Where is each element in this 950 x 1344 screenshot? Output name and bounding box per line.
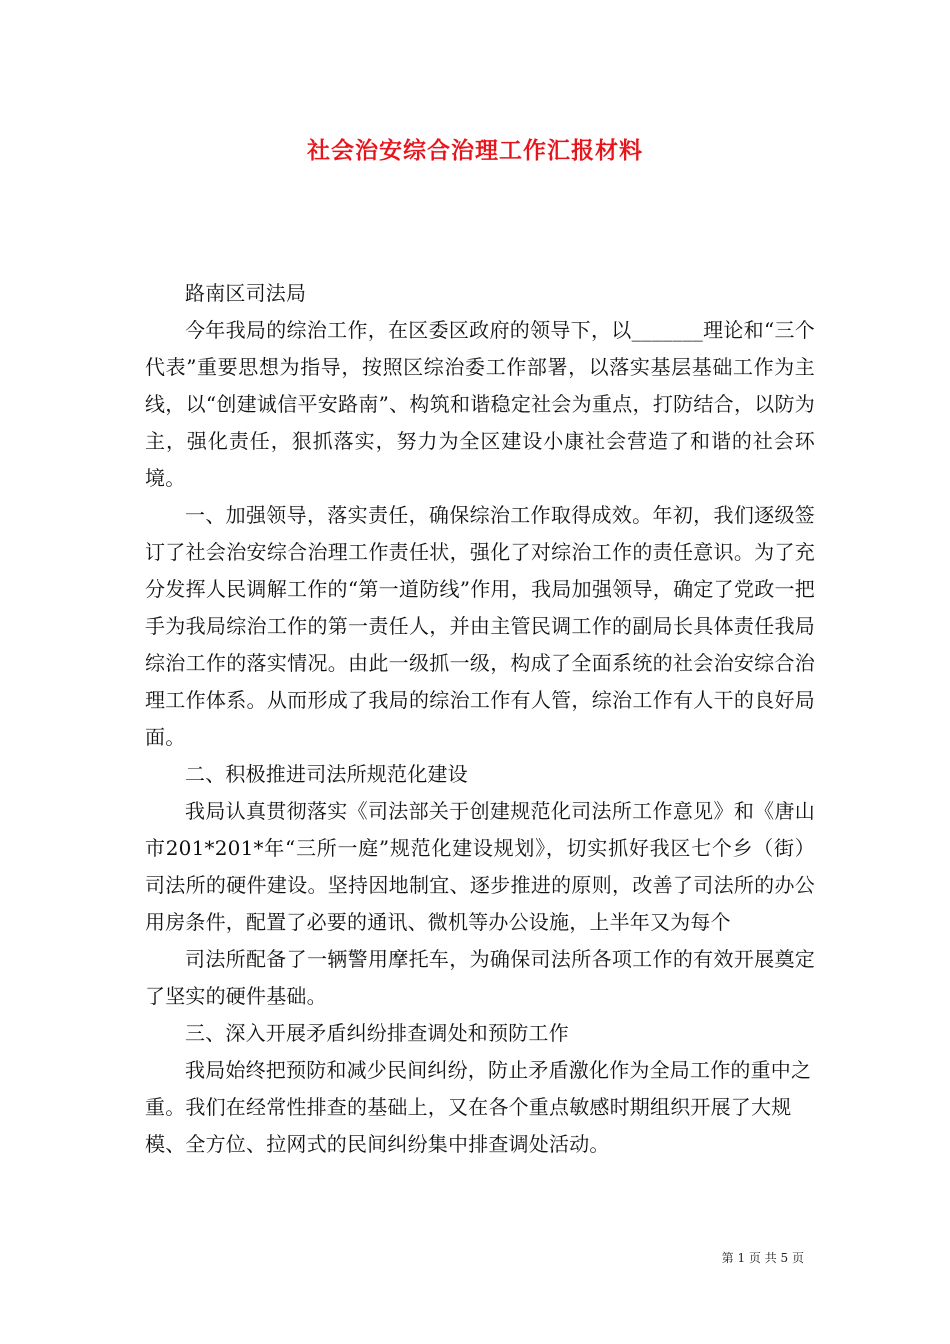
page-number: 第 1 页 共 5 页 — [721, 1251, 804, 1265]
document-body — [145, 275, 815, 1163]
paragraph-author: 路南区司法局 — [185, 281, 307, 305]
paragraph-heading-3: 三、深入开展矛盾纠纷排查调处和预防工作 — [185, 1021, 569, 1045]
paragraph-section-3: 我局始终把预防和减少民间纠纷，防止矛盾激化作为全局工作的重中之重。我们在经常性排查的基础上，又在各个重点敏感时期组织开展了大规模、全方位、拉网式的民间纠纷集中排查调处活动。 — [145, 1058, 812, 1156]
paragraph-section-2: 我局认真贯彻落实《司法部关于创建规范化司法所工作意见》和《唐山市201*201*年“三所一庭”规范化建设规划》，切实抓好我区七个乡（街）司法所的硬件建设。坚持因地制宜、逐步推进的原则，改善了司法所的办公用房条件，配置了必要的通讯、微机等办公设施，上半年又为每个 — [145, 799, 815, 934]
document-title: 社会治安综合治理工作汇报材料 — [307, 137, 643, 164]
paragraph-heading-2: 二、积极推进司法所规范化建设 — [185, 762, 468, 786]
paragraph-intro: 今年我局的综治工作，在区委区政府的领导下，以_______理论和“三个代表”重要思想为指导，按照区综治委工作部署，以落实基层基础工作为主线，以“创建诚信平安路南”、构筑和谐稳定社会为重点，打防结合，以防为主，强化责任，狠抓落实，努力为全区建设小康社会营造了和谐的社会环境。 — [145, 318, 815, 490]
paragraph-section-1: 一、加强领导，落实责任，确保综治工作取得成效。年初，我们逐级签订了社会治安综合治理工作责任状，强化了对综治工作的责任意识。为了充分发挥人民调解工作的“第一道防线”作用，我局加强领导，确定了党政一把手为我局综治工作的第一责任人，并由主管民调工作的副局长具体责任我局综治工作的落实情况。由此一级抓一级，构成了全面系统的社会治安综合治理工作体系。从而形成了我局的综治工作有人管，综治工作有人干的良好局面。 — [145, 503, 815, 749]
paragraph-section-2-cont: 司法所配备了一辆警用摩托车，为确保司法所各项工作的有效开展奠定了坚实的硬件基础。 — [145, 947, 815, 1008]
